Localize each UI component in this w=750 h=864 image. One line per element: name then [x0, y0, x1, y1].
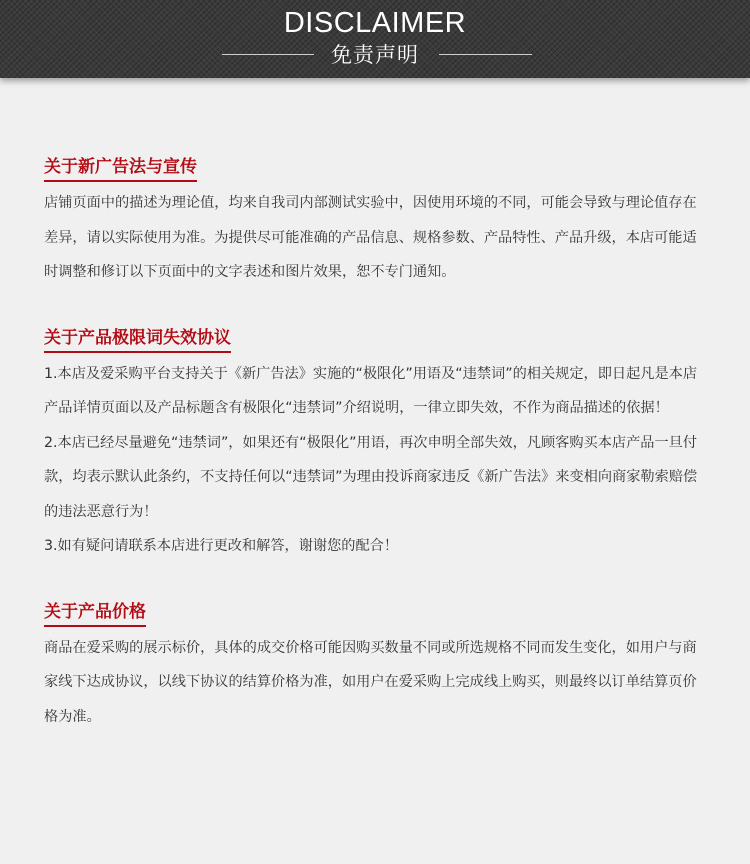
- section-paragraph: 2.本店已经尽量避免“违禁词”，如果还有“极限化”用语，再次申明全部失效，凡顾客购买本店产品一旦付款，均表示默认此条约，不支持任何以“违禁词”为理由投诉商家违反《新广告法》来变相向商家勒索赔偿的违法恶意行为！: [44, 434, 698, 520]
- header-title: DISCLAIMER: [283, 7, 467, 39]
- section-title: 关于产品价格: [44, 600, 146, 627]
- section-forbidden-words: [44, 326, 708, 564]
- disclaimer-content: [44, 155, 708, 770]
- section-advertising-law: [44, 155, 708, 290]
- header-subtitle: 免责声明: [331, 43, 419, 67]
- section-title: 关于新广告法与宣传: [44, 155, 197, 182]
- header-subtitle-row: [0, 40, 750, 70]
- section-paragraph: 商品在爱采购的展示标价，具体的成交价格可能因购买数量不同或所选规格不同而发生变化，如用户与商家线下达成协议，以线下协议的结算价格为准，如用户在爱采购上完成线上购买，则最终以订单结算页价格为准。: [44, 639, 697, 725]
- section-title: 关于产品极限词失效协议: [44, 326, 231, 353]
- section-paragraph: 3.如有疑问请联系本店进行更改和解答，谢谢您的配合！: [44, 538, 399, 554]
- section-pricing: [44, 600, 708, 735]
- section-paragraph: 1.本店及爱采购平台支持关于《新广告法》实施的“极限化”用语及“违禁词”的相关规定，即日起凡是本店产品详情页面以及产品标题含有极限化“违禁词”介绍说明，一律立即失效，不作为商品描述的依据！: [44, 365, 698, 416]
- header-divider-right: [439, 54, 532, 55]
- section-paragraph: 店铺页面中的描述为理论值，均来自我司内部测试实验中，因使用环境的不同，可能会导致与理论值存在差异，请以实际使用为准。为提供尽可能准确的产品信息、规格参数、产品特性、产品升级，本店可能适时调整和修订以下页面中的文字表述和图片效果，恕不专门通知。: [44, 195, 697, 280]
- header-banner: [0, 0, 750, 78]
